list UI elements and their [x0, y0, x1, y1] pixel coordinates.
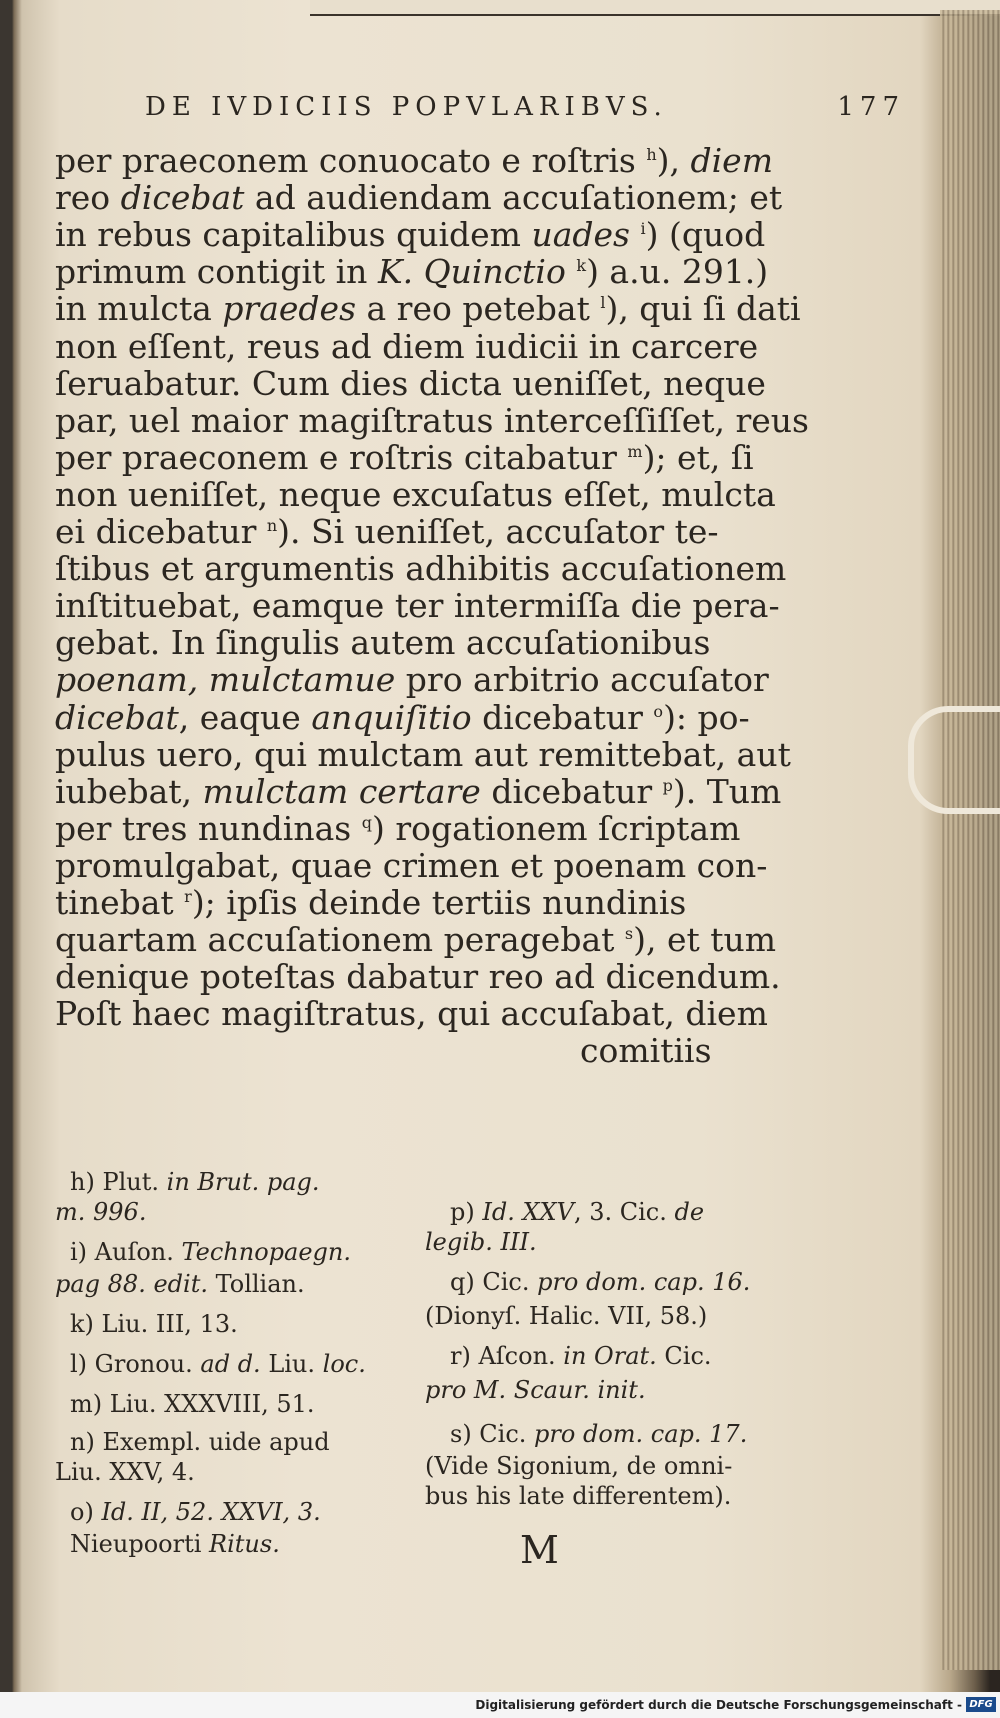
italic-text: de	[674, 1198, 705, 1226]
italic-text: anquiſitio	[311, 697, 472, 737]
text-run: promulgabat, quae crimen et poenam con-	[55, 845, 768, 885]
digitization-footer	[0, 1692, 1000, 1718]
footnote-line	[70, 1350, 366, 1378]
footnote-line	[425, 1228, 537, 1256]
italic-text: mulctam certare	[202, 771, 481, 811]
text-run: ad audiendam accuſationem; et	[244, 178, 783, 218]
text-run: primum contigit in	[55, 252, 378, 292]
italic-text: Technopaegn.	[181, 1238, 351, 1266]
footnote-line	[425, 1482, 731, 1510]
text-run: o)	[70, 1498, 102, 1526]
running-title: DE IVDICIIS POPVLARIBVS.	[145, 92, 668, 122]
footnote-marker: k	[576, 256, 587, 276]
italic-text: praedes	[222, 289, 357, 329]
italic-text: Ritus.	[209, 1530, 280, 1558]
italic-text: dicebat	[55, 697, 179, 737]
body-line	[55, 847, 775, 885]
text-run: n) Exempl. uide apud	[70, 1428, 330, 1456]
text-run: per praeconem conuocato e roſtris	[55, 141, 647, 180]
italic-text: in Brut. pag.	[166, 1168, 320, 1196]
footnote-marker: r	[184, 887, 192, 906]
text-run: bus his late differentem).	[425, 1482, 732, 1510]
footnote-line	[70, 1310, 238, 1338]
body-line	[55, 699, 775, 737]
text-run: (Vide Sigonium, de omni-	[425, 1452, 733, 1480]
text-run: ): po-	[663, 697, 750, 737]
text-run: per tres nundinas	[55, 808, 362, 848]
text-run: non ueniſſet, neque excuſatus eſſet, mulcta	[55, 474, 776, 514]
footnote-line	[70, 1238, 351, 1266]
page-number: 177	[837, 92, 905, 122]
italic-text: pag 88. edit.	[55, 1270, 208, 1298]
body-line	[55, 549, 787, 589]
body-line	[55, 586, 780, 626]
italic-text: dicebat	[120, 178, 245, 218]
footnote-marker: s	[624, 924, 634, 944]
text-run: (Dionyſ. Halic. VII, 58.)	[425, 1302, 708, 1330]
footnote-line	[425, 1302, 707, 1330]
italic-text: m. 996.	[55, 1198, 147, 1226]
footnote-marker: n	[266, 516, 278, 535]
body-line	[55, 624, 775, 662]
italic-text: Id. II, 52. XXVI, 3.	[101, 1498, 321, 1526]
footnote-line	[70, 1428, 330, 1456]
italic-text: ad d.	[200, 1350, 261, 1378]
text-run: a reo petebat	[356, 289, 601, 329]
text-run: Tollian.	[207, 1270, 305, 1298]
body-line	[55, 439, 775, 477]
text-run	[630, 215, 641, 254]
footnote-marker: q	[361, 812, 372, 832]
text-run: Cic.	[656, 1342, 712, 1370]
text-run: quartam accuſationem peragebat	[55, 920, 625, 960]
footnote-marker: h	[646, 145, 657, 164]
footnote-line	[55, 1270, 305, 1298]
footnote-line	[70, 1530, 280, 1558]
text-run: h) Plut.	[70, 1168, 167, 1196]
footer-credit: Digitalisierung gefördert durch die Deutsche Forschungsgemeinschaft -	[475, 1698, 962, 1712]
signature-mark: M	[520, 1528, 559, 1572]
text-run: pro arbitrio accuſator	[395, 660, 769, 700]
italic-text: Id. XXV	[482, 1198, 574, 1226]
text-run: gebat. In ſingulis autem accuſationibus	[55, 623, 711, 663]
text-run: denique poteſtas dabatur reo ad dicendum.	[55, 957, 781, 997]
body-line	[55, 995, 775, 1033]
body-line	[55, 289, 801, 329]
body-line	[55, 216, 775, 254]
italic-text: pro M. Scaur. init.	[425, 1376, 646, 1404]
text-run: ); et, ſi	[642, 437, 754, 477]
body-line	[55, 513, 775, 551]
footnote-marker: l	[600, 293, 606, 313]
text-run: dicebatur	[471, 697, 654, 737]
italic-text: pro dom. cap. 17.	[534, 1420, 748, 1448]
book-page	[20, 20, 950, 1680]
text-run: p)	[450, 1198, 483, 1226]
text-run: Liu. XXV, 4.	[55, 1458, 195, 1486]
body-line	[55, 178, 783, 218]
text-run: ei dicebatur	[55, 512, 267, 551]
text-run: ); ipſis deinde tertiis nundinis	[191, 883, 687, 922]
text-run: per praeconem e roſtris citabatur	[55, 437, 628, 477]
footnote-line	[450, 1268, 750, 1296]
body-line	[55, 661, 775, 699]
body-line	[55, 476, 775, 514]
italic-text: poenam, mulctamue	[55, 660, 396, 700]
text-run: ſeruabatur. Cum dies dicta ueniſſet, neque	[55, 363, 766, 403]
footnote-line	[450, 1198, 704, 1226]
running-header	[145, 92, 905, 122]
text-run: pulus uero, qui mulctam aut remittebat, aut	[55, 734, 791, 774]
text-run	[566, 252, 577, 291]
text-run: s) Cic.	[450, 1420, 535, 1448]
text-run: q) Cic.	[450, 1268, 538, 1296]
footnote-line	[70, 1498, 321, 1526]
text-run: inſtituebat, eamque ter intermiſſa die pera-	[55, 586, 780, 626]
text-run: in mulcta	[55, 289, 223, 329]
italic-text: loc.	[322, 1350, 366, 1378]
text-run: r) Aſcon.	[450, 1342, 564, 1370]
text-run: par, uel maior magiſtratus interceſſiſſet, reus	[55, 400, 809, 440]
text-run: in rebus capitalibus quidem	[55, 215, 532, 255]
body-line	[55, 400, 809, 440]
body-line	[55, 957, 781, 997]
body-line	[55, 328, 775, 366]
text-run: ſtibus et argumentis adhibitis accuſationem	[55, 549, 787, 589]
italic-text: diem	[690, 141, 773, 180]
dfg-logo: DFG	[966, 1697, 996, 1712]
footnote-marker: i	[640, 219, 646, 239]
text-run: iubebat,	[55, 771, 203, 811]
text-run: Poſt haec magiſtratus, qui accuſabat, diem	[55, 994, 768, 1034]
text-run: ) rogationem ſcriptam	[371, 808, 741, 848]
footnote-line	[425, 1376, 646, 1404]
footnote-line	[55, 1198, 146, 1226]
footnote-line	[70, 1168, 320, 1196]
footnote-marker: m	[627, 441, 643, 461]
text-run: ). Tum	[672, 771, 782, 811]
text-run: dicebatur	[480, 771, 663, 811]
italic-text: legib. III.	[425, 1228, 537, 1256]
body-line	[55, 771, 782, 811]
text-run: non eſſent, reus ad diem iudicii in carcere	[55, 326, 759, 366]
text-run: ), qui ſi dati	[605, 289, 801, 329]
text-run: m) Liu. XXXVIII, 51.	[70, 1390, 315, 1418]
body-line	[55, 142, 775, 180]
body-line	[55, 884, 775, 922]
footnote-line	[425, 1452, 732, 1480]
text-run: tinebat	[55, 883, 185, 922]
text-run: ), et tum	[633, 920, 777, 960]
footnote-line	[450, 1342, 712, 1370]
catchword: comitiis	[580, 1031, 712, 1070]
text-run: Liu.	[260, 1350, 323, 1378]
italic-text: K. Quinctio	[377, 252, 566, 292]
footnote-line	[55, 1458, 195, 1486]
italic-text: in Orat.	[563, 1342, 657, 1370]
italic-text: pro dom. cap. 16.	[537, 1268, 751, 1296]
body-line	[55, 253, 775, 291]
body-line	[55, 810, 775, 848]
text-run: reo	[55, 178, 121, 218]
text-run: l) Gronou.	[70, 1350, 201, 1378]
body-line	[55, 365, 775, 403]
footnote-marker: p	[662, 775, 673, 795]
text-run: ). Si ueniſſet, accuſator te-	[277, 512, 719, 551]
body-line	[55, 921, 775, 959]
text-run: Nieupoorti	[70, 1530, 210, 1558]
text-run: k) Liu. III, 13.	[70, 1310, 238, 1338]
italic-text: uades	[531, 215, 630, 255]
text-run: ) a.u. 291.)	[586, 252, 769, 292]
body-line	[55, 734, 791, 774]
footnote-line	[70, 1390, 315, 1418]
next-page-edge	[310, 0, 1000, 16]
text-run: , eaque	[178, 697, 312, 737]
footnote-line	[450, 1420, 747, 1448]
text-run: ),	[656, 141, 691, 180]
footnote-marker: o	[653, 701, 664, 721]
text-run: ) (quod	[645, 215, 766, 255]
text-run: i) Auſon.	[70, 1238, 182, 1266]
text-run: , 3. Cic.	[573, 1198, 675, 1226]
